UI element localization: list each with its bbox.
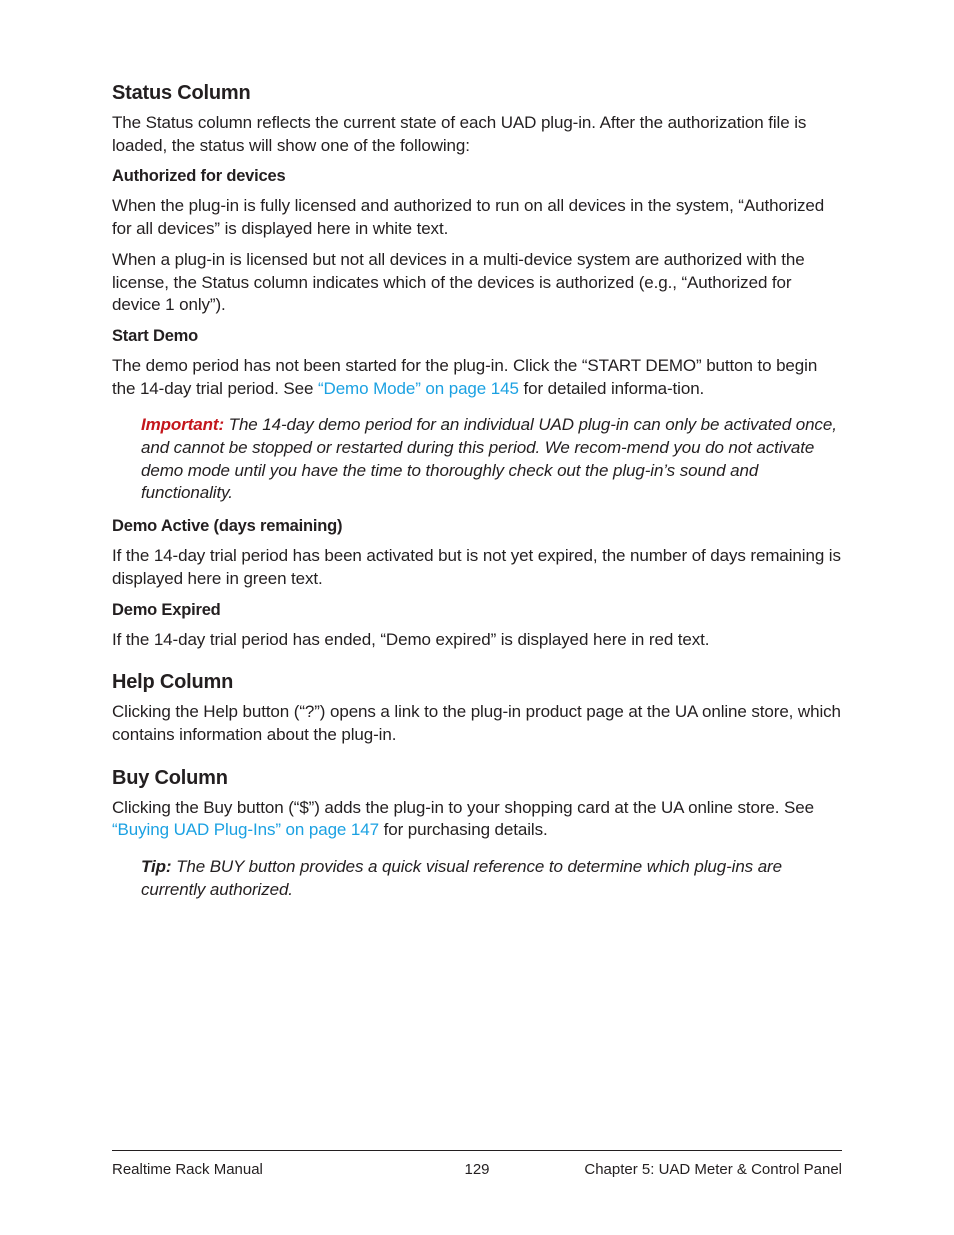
start-demo-heading: Start Demo: [112, 326, 199, 345]
important-text: The 14-day demo period for an individual UAD plug-in can only be activated once, and cannot be stopped or restarted during this period. We recom-mend you do not activate demo mode until you have the time to thoroughly check out the plug-in’s sound and functionality.: [141, 415, 837, 503]
start-demo-para: [112, 355, 842, 400]
footer-manual-title: Realtime Rack Manual: [112, 1161, 263, 1178]
important-note: [141, 414, 842, 505]
buy-text-before: Clicking the Buy button (“$”) adds the plug-in to your shopping card at the UA online store. See: [112, 797, 814, 817]
footer-chapter-title: Chapter 5: UAD Meter & Control Panel: [584, 1161, 842, 1178]
demo-expired-para: If the 14-day trial period has ended, “Demo expired” is displayed here in red text.: [112, 629, 710, 649]
demo-active-para: If the 14-day trial period has been activated but is not yet expired, the number of days remaining is displayed here in green text.: [112, 546, 841, 588]
important-label: Important:: [141, 415, 225, 435]
demo-mode-link[interactable]: “Demo Mode” on page 145: [317, 378, 519, 398]
authorized-para-1: When the plug-in is fully licensed and authorized to run on all devices in the system, “Authorized for all devices” is displayed here in white text.: [112, 196, 825, 239]
buy-column-para: [112, 797, 842, 842]
authorized-para-2: When a plug-in is licensed but not all devices in a multi-device system are authorized with the license, the Status column indicates which of the devices is authorized (e.g., “Authorized for device 1 only”).: [112, 249, 805, 315]
footer-rule: [112, 1150, 842, 1151]
status-column-heading: Status Column: [112, 82, 251, 104]
buy-column-section: [112, 763, 842, 902]
buy-column-heading: Buy Column: [112, 766, 228, 789]
help-column-section: [112, 667, 842, 746]
footer-page-number: 129: [464, 1161, 490, 1178]
demo-active-heading: Demo Active (days remaining): [112, 517, 343, 536]
page-content: [112, 78, 842, 911]
help-column-para: Clicking the Help button (“?”) opens a link to the plug-in product page at the UA online store, which contains information about the plug-in.: [112, 702, 841, 744]
authorized-heading: Authorized for devices: [112, 167, 286, 186]
status-column-section: [112, 78, 842, 651]
tip-label: Tip:: [141, 857, 172, 877]
status-column-intro: The Status column reflects the current state of each UAD plug-in. After the authorization file is loaded, the status will show one of the following:: [112, 113, 807, 155]
tip-text: The BUY button provides a quick visual reference to determine which plug-ins are currently authorized.: [141, 857, 782, 899]
buy-text-after: for purchasing details.: [378, 820, 548, 840]
tip-note: [141, 856, 842, 901]
demo-expired-heading: Demo Expired: [112, 600, 221, 619]
help-column-heading: Help Column: [112, 671, 234, 694]
buying-plugins-link[interactable]: “Buying UAD Plug-Ins” on page 147: [112, 820, 379, 840]
start-demo-text-before: The demo period has not been started for the plug-in. Click the “START DEMO” button to begin the 14-day trial period. See: [112, 355, 818, 398]
start-demo-text-after: for detailed informa-tion.: [518, 378, 705, 398]
